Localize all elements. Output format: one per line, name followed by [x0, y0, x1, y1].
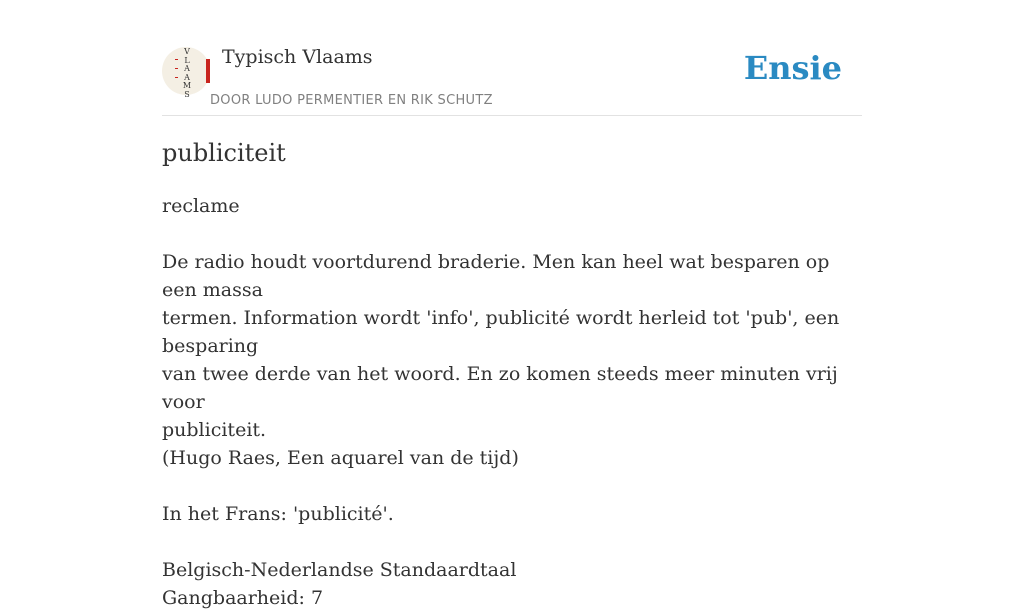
- ensie-brand-link[interactable]: Ensie: [743, 49, 842, 87]
- paragraph-gap: [162, 472, 862, 500]
- logo-letter-stack: [181, 48, 193, 100]
- logo-tick: [175, 77, 178, 78]
- quote-line: termen. Information wordt 'info', publicité wordt herleid tot 'pub', een besparing: [162, 307, 840, 357]
- logo-letter: S: [184, 89, 190, 99]
- site-header: [162, 44, 862, 116]
- logo-letter: M: [182, 81, 192, 91]
- site-title[interactable]: Typisch Vlaams: [222, 46, 373, 68]
- byline: DOOR LUDO PERMENTIER EN RIK SCHUTZ: [210, 93, 493, 108]
- quote-line: van twee derde van het woord. En zo komen steeds meer minuten vrij voor: [162, 363, 838, 413]
- usage-label: Gangbaarheid: 7: [162, 587, 324, 609]
- logo-red-edge: [206, 59, 210, 83]
- paragraph-gap: [162, 528, 862, 556]
- entry-body: [162, 192, 862, 612]
- entry-title: publiciteit: [162, 139, 286, 167]
- paragraph-gap: [162, 220, 862, 248]
- entry-definition: reclame: [162, 195, 240, 217]
- logo-letter: A: [184, 64, 190, 74]
- logo-tick: [175, 68, 178, 69]
- logo-letter: L: [184, 55, 190, 65]
- logo-letter: V: [184, 47, 190, 56]
- logo-letter: A: [184, 72, 190, 82]
- typisch-vlaams-logo[interactable]: [162, 47, 210, 99]
- quote-source: (Hugo Raes, Een aquarel van de tijd): [162, 447, 519, 469]
- french-note: In het Frans: 'publicité'.: [162, 503, 394, 525]
- quote-line: De radio houdt voortdurend braderie. Men kan heel wat besparen op een massa: [162, 251, 830, 301]
- standard-label: Belgisch-Nederlandse Standaardtaal: [162, 559, 517, 581]
- logo-tick: [175, 59, 178, 60]
- quote-line: publiciteit.: [162, 419, 267, 441]
